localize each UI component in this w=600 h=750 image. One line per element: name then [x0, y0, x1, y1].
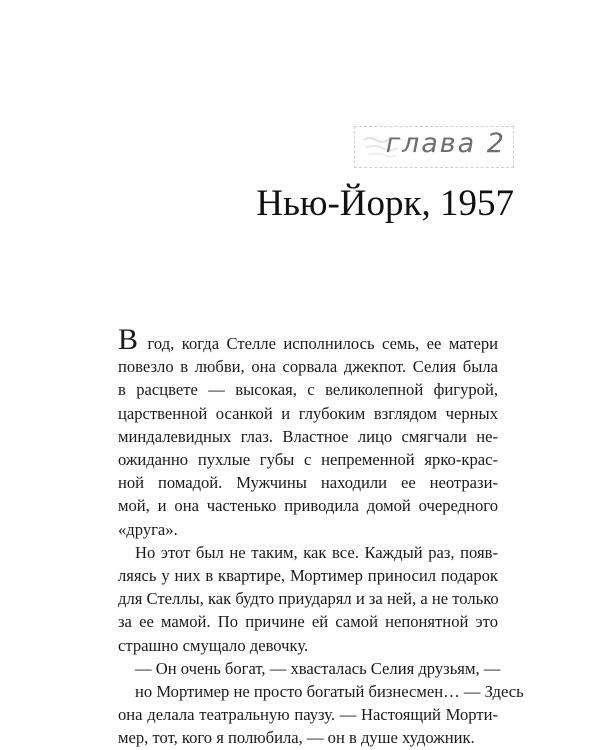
paragraph-line: миндалевидных глаз. Властное лицо смягчали не-	[118, 426, 498, 446]
paragraph-line: В год, когда Стелле исполнилось семь, ее матери	[118, 323, 498, 356]
paragraph-line: мер, тот, кого я полюбила, — он в душе художник.	[118, 728, 475, 748]
paragraph-line: — Он очень богат, — хвасталась Селия друзьям, —	[135, 658, 501, 678]
paragraph-line: «друга».	[118, 519, 178, 539]
paragraph-line: царственной осанкой и глубоким взглядом черных	[118, 403, 498, 423]
paragraph-line: для Стеллы, как будто приударял и за ней, а не только	[118, 589, 499, 609]
paragraph-line: мой, и она частенько приводила домой очередного	[118, 496, 498, 516]
paragraph-line: она делала театральную паузу. — Настоящий Морти-	[118, 705, 498, 725]
paragraph-line: повезло в любви, она сорвала джекпот. Селия была	[118, 357, 498, 377]
paragraph-line: ожиданно пухлые губы с непременной ярко-крас-	[118, 450, 498, 470]
paragraph-line: за ее мамой. По причине ей самой непонятной это	[118, 612, 498, 632]
drop-cap: В	[118, 323, 139, 356]
paragraph-line: ной помадой. Мужчины находили ее неотрази-	[118, 473, 498, 493]
body-text	[118, 323, 524, 750]
chapter-title: Нью-Йорк, 1957	[256, 183, 514, 224]
chapter-heading-box	[354, 126, 514, 168]
paragraph-line: Но этот был не таким, как все. Каждый раз, появ-	[135, 542, 498, 562]
paragraph-line: страшно смущало девочку.	[118, 635, 309, 655]
paragraph-line: ляясь у них в квартире, Мортимер приносил подарок	[118, 566, 498, 586]
paragraph-line: но Мортимер не просто богатый бизнесмен… — Здесь	[135, 682, 524, 702]
paragraph-line: в расцвете — высокая, с великолепной фигурой,	[118, 380, 498, 400]
chapter-label: глава 2	[385, 128, 506, 159]
